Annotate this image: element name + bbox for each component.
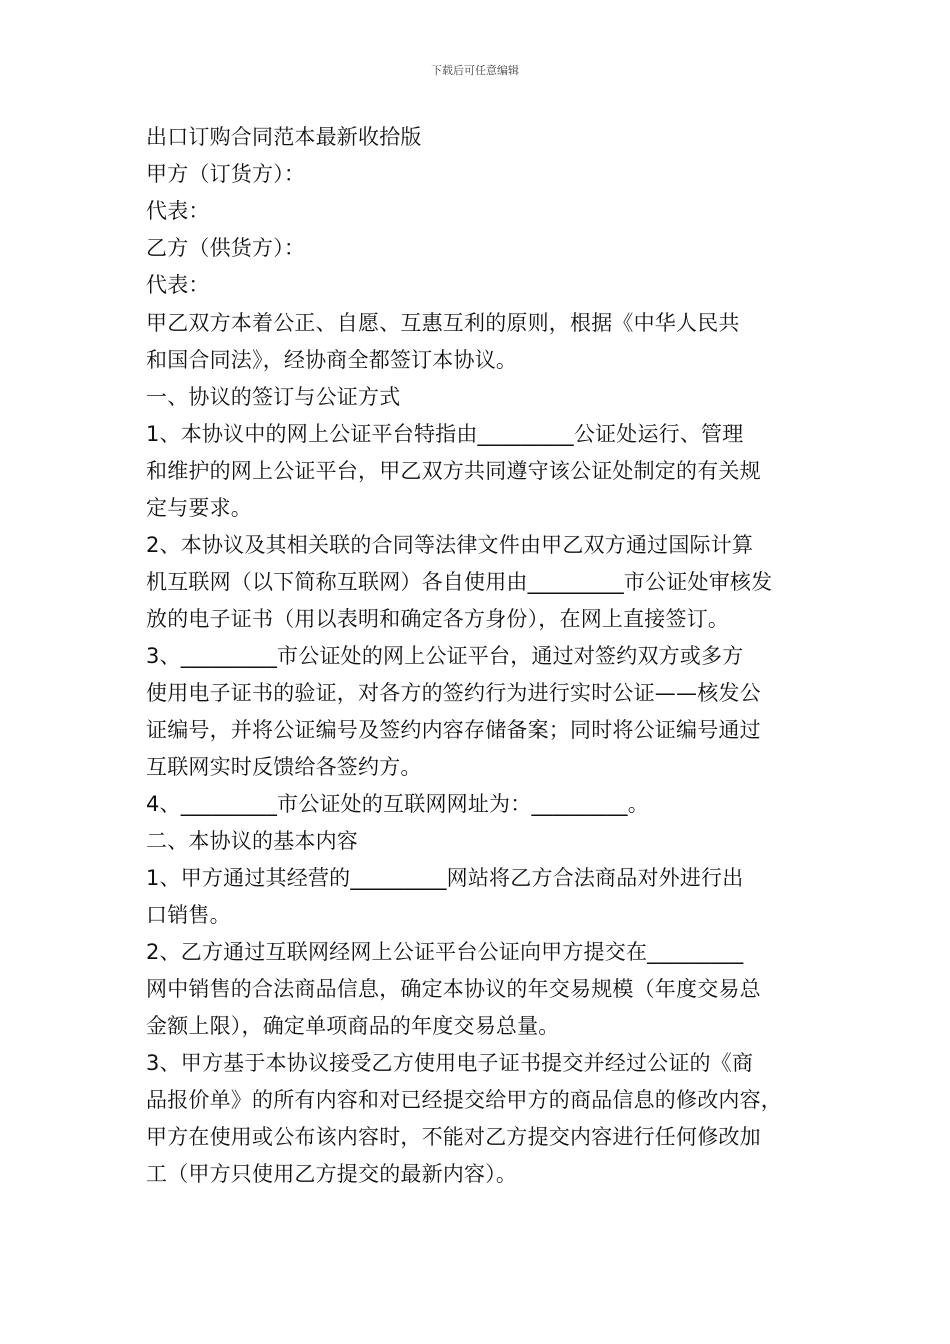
paragraph-line: 互联网实时反馈给各签约方。	[146, 755, 422, 779]
paragraph-line: 3、甲方基于本协议接受乙方使用电子证书提交并经过公证的《商	[146, 1051, 754, 1075]
paragraph-line: 证编号，并将公证编号及签约内容存储备案；同时将公证编号通过	[146, 718, 761, 742]
paragraph-line: 和维护的网上公证平台，甲乙双方共同遵守该公证处制定的有关规	[146, 459, 761, 483]
party-b-line: 乙方（供货方）：	[146, 236, 306, 260]
paragraph-line: 1、甲方通过其经营的_________网站将乙方合法商品对外进行出	[146, 866, 744, 890]
paragraph-line: 品报价单》的所有内容和对已经提交给甲方的商品信息的修改内容，	[146, 1088, 782, 1112]
paragraph-line: 工（甲方只使用乙方提交的最新内容）。	[146, 1162, 518, 1186]
paragraph-line: 放的电子证书（用以表明和确定各方身份），在网上直接签订。	[146, 607, 730, 631]
section-heading: 一、协议的签订与公证方式	[146, 385, 401, 409]
paragraph-line: 网中销售的合法商品信息，确定本协议的年交易规模（年度交易总	[146, 977, 761, 1001]
paragraph-line: 和国合同法》，经协商全都签订本协议。	[146, 348, 518, 372]
paragraph-line: 机互联网（以下简称互联网）各自使用由_________市公证处审核发	[146, 570, 773, 594]
party-a-line: 甲方（订货方）：	[146, 162, 306, 186]
paragraph-line: 金额上限），确定单项商品的年度交易总量。	[146, 1014, 560, 1038]
section-heading: 二、本协议的基本内容	[146, 829, 358, 853]
party-b-rep-line: 代表：	[146, 273, 210, 297]
paragraph-line: 甲乙双方本着公正、自愿、互惠互利的原则，根据《中华人民共	[146, 311, 740, 335]
paragraph-line: 2、本协议及其相关联的合同等法律文件由甲乙双方通过国际计算	[146, 533, 754, 557]
paragraph-line: 1、本协议中的网上公证平台特指由_________公证处运行、管理	[146, 422, 744, 446]
paragraph-line: 使用电子证书的验证，对各方的签约行为进行实时公证——核发公	[146, 681, 761, 705]
paragraph-line: 4、_________市公证处的互联网网址为：_________。	[146, 792, 649, 816]
paragraph-line: 口销售。	[146, 903, 231, 927]
document-title: 出口订购合同范本最新收拾版	[146, 125, 422, 149]
paragraph-line: 定与要求。	[146, 496, 252, 520]
page-header: 下载后可任意编辑	[431, 64, 519, 77]
paragraph-line: 甲方在使用或公布该内容时，不能对乙方提交内容进行任何修改加	[146, 1125, 761, 1149]
paragraph-line: 2、乙方通过互联网经网上公证平台公证向甲方提交在_________	[146, 940, 744, 964]
party-a-rep-line: 代表：	[146, 199, 210, 223]
paragraph-line: 3、_________市公证处的网上公证平台，通过对签约双方或多方	[146, 644, 744, 668]
